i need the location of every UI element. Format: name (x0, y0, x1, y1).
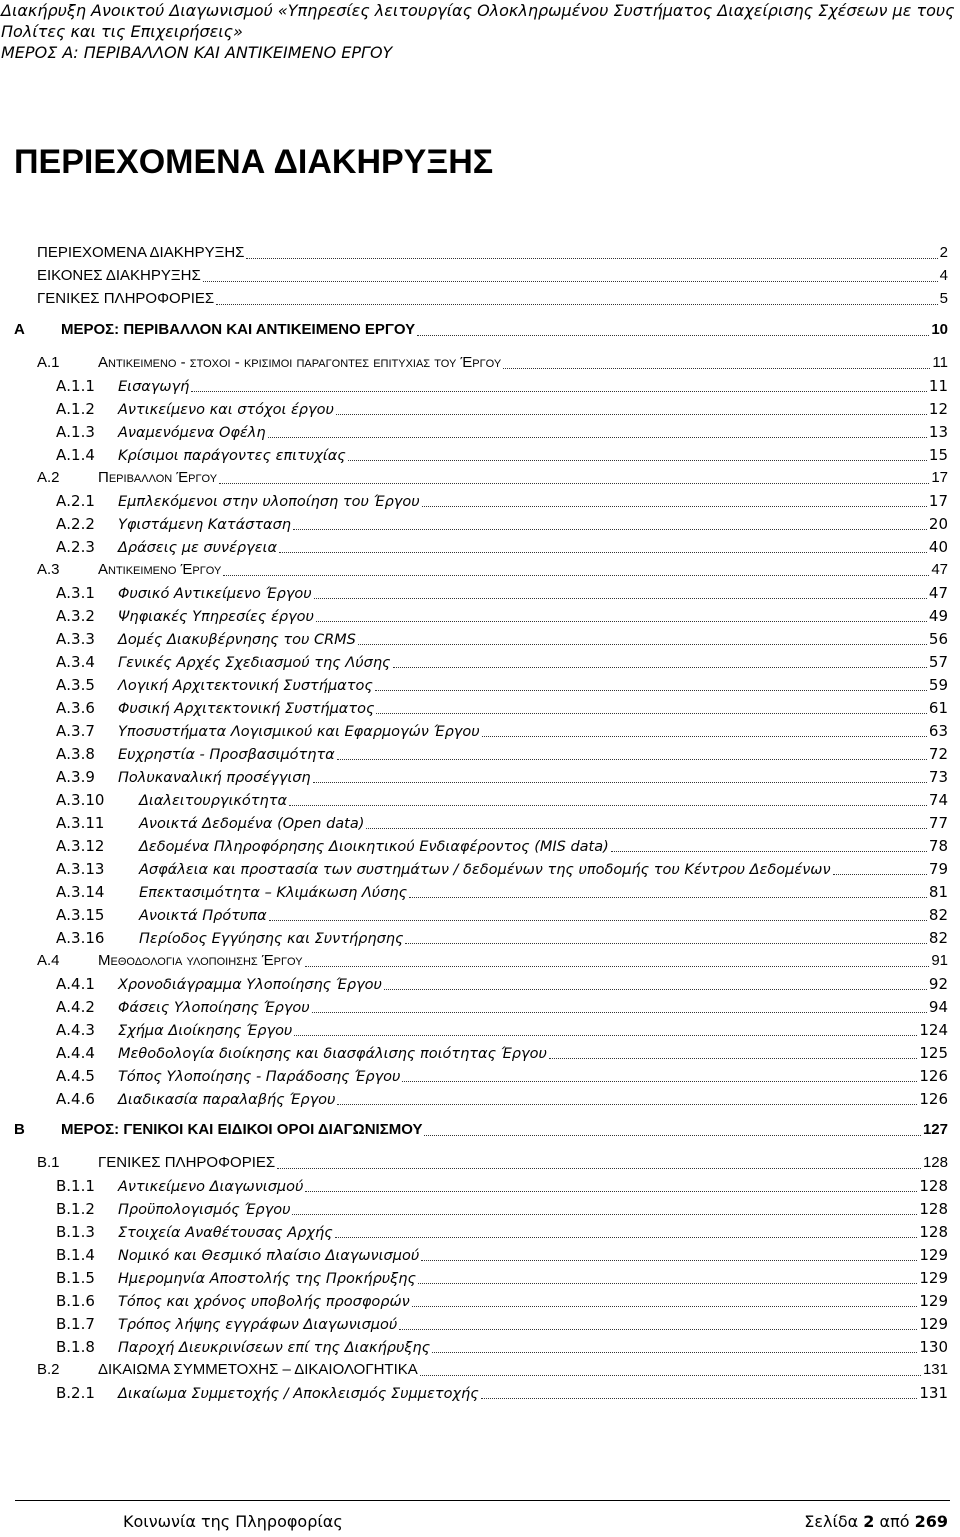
toc-entry[interactable] (56, 421, 948, 443)
toc-entry-leader (412, 1306, 918, 1307)
toc-entry[interactable] (56, 628, 948, 650)
toc-entry[interactable] (56, 812, 948, 834)
toc-entry[interactable] (56, 1290, 948, 1312)
toc-entry[interactable] (37, 467, 948, 489)
toc-entry-title: Τόπος και χρόνος υποβολής προσφορών (118, 1294, 410, 1310)
toc-entry-page: 78 (928, 837, 948, 855)
toc-entry-number: Α.4.1 (56, 975, 95, 993)
toc-entry-leader (337, 1104, 917, 1105)
toc-entry-title: Μεθοδολογια υλοποιησης Έργου (98, 952, 303, 969)
toc-entry[interactable] (56, 789, 948, 811)
toc-entry-title: ΜΕΡΟΣ: ΓΕΝΙΚΟΙ ΚΑΙ ΕΙΔΙΚΟΙ ΟΡΟΙ ΔΙΑΓΩΝΙΣΜΟΥ (61, 1121, 423, 1138)
toc-entry-number: Α.1.2 (56, 400, 95, 418)
toc-entry-number: Α.3.5 (56, 676, 95, 694)
toc-entry-page: 131 (922, 1361, 948, 1378)
toc-entry-number: Α (14, 321, 25, 338)
toc-entry-page: 94 (928, 998, 948, 1016)
toc-entry-page: 128 (919, 1200, 948, 1218)
toc-entry-title: Ασφάλεια και προστασία των συστημάτων / δεδομένων της υποδομής του Κέντρου Δεδομένων (139, 862, 831, 878)
toc-entry-page: 127 (922, 1121, 948, 1138)
toc-entry-leader (384, 989, 927, 990)
page-title: ΠΕΡΙΕΧΟΜΕΝΑ ΔΙΑΚΗΡΥΞΗΣ (14, 143, 494, 181)
toc-entry-leader (314, 598, 927, 599)
toc-entry-leader (336, 414, 927, 415)
toc-entry-page: 129 (919, 1246, 948, 1264)
toc-entry-leader (293, 529, 927, 530)
toc-entry-leader (376, 713, 926, 714)
toc-entry-page: 11 (932, 354, 948, 371)
toc-entry-number: Α.4 (37, 952, 60, 969)
toc-entry-page: 57 (928, 653, 948, 671)
toc-entry-title: Σχήμα Διοίκησης Έργου (118, 1023, 293, 1039)
toc-entry-leader (358, 644, 927, 645)
toc-entry[interactable] (56, 1267, 948, 1289)
toc-entry-leader (279, 552, 927, 553)
footer-page-current: 2 (863, 1512, 875, 1531)
toc-entry-page: 126 (919, 1067, 948, 1085)
footer-divider (15, 1500, 950, 1501)
toc-entry-page: 11 (928, 377, 948, 395)
toc-entry[interactable] (56, 1175, 948, 1197)
toc-entry-number: Α.3.13 (56, 860, 105, 878)
toc-entry-number: Α.2 (37, 469, 60, 486)
toc-entry-page: 128 (919, 1177, 948, 1195)
toc-entry[interactable] (56, 1244, 948, 1266)
footer-page-number (804, 1512, 948, 1531)
toc-entry-page: 17 (931, 469, 948, 486)
toc-entry-number: Α.3.6 (56, 699, 95, 717)
toc-entry-title: ΜΕΡΟΣ: ΠΕΡΙΒΑΛΛΟΝ ΚΑΙ ΑΝΤΙΚΕΙΜΕΝΟ ΕΡΓΟΥ (61, 321, 416, 338)
toc-entry-leader (348, 460, 927, 461)
toc-entry-page: 63 (928, 722, 948, 740)
toc-entry-page: 82 (928, 906, 948, 924)
toc-entry-title: Πολυκαναλική προσέγγιση (118, 770, 311, 786)
toc-entry-number: Α.3.10 (56, 791, 105, 809)
toc-entry[interactable] (37, 288, 948, 310)
toc-entry[interactable] (37, 265, 948, 287)
toc-entry-number: Α.3 (37, 561, 60, 578)
toc-entry-page: 125 (919, 1044, 948, 1062)
toc-entry-title: Ευχρηστία - Προσβασιμότητα (118, 747, 335, 763)
toc-entry-number: Β.1.5 (56, 1269, 95, 1287)
toc-entry-leader (402, 1081, 917, 1082)
toc-entry-title: Φάσεις Υλοποίησης Έργου (118, 1000, 310, 1016)
toc-entry-number: Α.3.3 (56, 630, 95, 648)
toc-entry[interactable] (56, 536, 948, 558)
toc-entry-page: 124 (919, 1021, 948, 1039)
toc-entry[interactable] (56, 375, 948, 397)
toc-entry-number: Α.1.1 (56, 377, 95, 395)
toc-entry-title: Φυσική Αρχιτεκτονική Συστήματος (118, 701, 375, 717)
toc-entry-page: 47 (928, 584, 948, 602)
toc-entry-title: Αντικείμενο Διαγωνισμού (118, 1179, 304, 1195)
toc-entry-leader (432, 1352, 917, 1353)
toc-entry-page: 72 (928, 745, 948, 763)
toc-entry-number: Α.2.3 (56, 538, 95, 556)
toc-entry-title: Τόπος Υλοποίησης - Παράδοσης Έργου (118, 1069, 401, 1085)
toc-entry-leader (420, 1375, 921, 1376)
toc-entry-number: Β.1.2 (56, 1200, 95, 1218)
toc-entry-number: Α.4.6 (56, 1090, 95, 1108)
toc-entry-page: 74 (928, 791, 948, 809)
toc-entry-page: 20 (928, 515, 948, 533)
toc-entry-page: 92 (928, 975, 948, 993)
toc-entry-leader (418, 1283, 917, 1284)
toc-entry-leader (503, 368, 930, 369)
toc-entry-page: 129 (919, 1269, 948, 1287)
toc-entry-leader (289, 805, 927, 806)
toc-entry-number: Α.1.4 (56, 446, 95, 464)
toc-entry-number: Α.3.8 (56, 745, 95, 763)
toc-entry-number: Β.1 (37, 1154, 60, 1171)
toc-entry-page: 73 (928, 768, 948, 786)
toc-entry-title: Δομές Διακυβέρνησης του CRMS (118, 632, 356, 648)
footer-page-total: 269 (914, 1512, 948, 1531)
toc-entry[interactable] (56, 513, 948, 535)
toc-entry-number: Α.1.3 (56, 423, 95, 441)
footer-org: Κοινωνία της Πληροφορίας (123, 1512, 343, 1531)
toc-entry-title: ΕΙΚΟΝΕΣ ΔΙΑΚΗΡΥΞΗΣ (37, 267, 201, 284)
footer-page-label: Σελίδα (804, 1512, 859, 1531)
toc-entry-page: 128 (922, 1154, 948, 1171)
toc-entry[interactable] (56, 674, 948, 696)
toc-entry-title: Χρονοδιάγραμμα Υλοποίησης Έργου (118, 977, 382, 993)
toc-entry-leader (305, 966, 930, 967)
toc-entry-number: Α.4.2 (56, 998, 95, 1016)
toc-entry-title: ΠΕΡΙΕΧΟΜΕΝΑ ΔΙΑΚΗΡΥΞΗΣ (37, 244, 245, 261)
toc-entry-page: 5 (939, 290, 948, 307)
toc-entry-number: Α.4.3 (56, 1021, 95, 1039)
toc-entry[interactable] (56, 1198, 948, 1220)
toc-entry-leader (393, 667, 927, 668)
toc-entry-leader (312, 1012, 927, 1013)
toc-entry[interactable] (56, 1019, 948, 1041)
toc-entry[interactable] (56, 605, 948, 627)
toc-entry-page: 91 (931, 952, 948, 969)
toc-entry[interactable] (56, 904, 948, 926)
toc-entry[interactable] (56, 651, 948, 673)
toc-entry-page: 40 (928, 538, 948, 556)
toc-entry-title: Αντικείμενο και στόχοι έργου (118, 402, 334, 418)
toc-entry-number: Β.2 (37, 1361, 60, 1378)
toc-entry-leader (424, 1135, 921, 1136)
toc-entry[interactable] (56, 766, 948, 788)
toc-entry[interactable] (56, 1065, 948, 1087)
header-line-3: ΜΕΡΟΣ Α: ΠΕΡΙΒΑΛΛΟΝ ΚΑΙ ΑΝΤΙΚΕΙΜΕΝΟ ΕΡΓΟΥ (1, 43, 393, 62)
toc-entry-page: 17 (928, 492, 948, 510)
toc-entry-leader (223, 575, 929, 576)
toc-entry-number: Β.1.6 (56, 1292, 95, 1310)
toc-entry-title: ΓΕΝΙΚΕΣ ΠΛΗΡΟΦΟΡΙΕΣ (98, 1154, 276, 1171)
toc-entry[interactable] (37, 559, 948, 581)
toc-entry-page: 129 (919, 1292, 948, 1310)
toc-entry-page: 13 (928, 423, 948, 441)
toc-entry-number: Α.3.11 (56, 814, 105, 832)
toc-entry[interactable] (37, 1152, 948, 1174)
toc-entry-title: Δράσεις με συνέργεια (118, 540, 278, 556)
toc-entry-title: Ανοικτά Πρότυπα (139, 908, 267, 924)
toc-entry-leader (399, 1329, 917, 1330)
toc-entry-number: Β.1.8 (56, 1338, 95, 1356)
toc-entry[interactable] (56, 490, 948, 512)
toc-entry[interactable] (56, 858, 948, 880)
footer-of-label: από (879, 1512, 910, 1531)
toc-entry-page: 126 (919, 1090, 948, 1108)
toc-entry-title: Εισαγωγή (118, 379, 190, 395)
toc-entry[interactable] (56, 1042, 948, 1064)
toc-entry-title: Διαδικασία παραλαβής Έργου (118, 1092, 336, 1108)
toc-entry[interactable] (56, 444, 948, 466)
toc-entry-title: Μεθοδολογία διοίκησης και διασφάλισης ποιότητας Έργου (118, 1046, 547, 1062)
toc-entry-page: 81 (928, 883, 948, 901)
toc-entry-title: Επεκτασιμότητα – Κλιμάκωση Λύσης (139, 885, 408, 901)
toc-entry-leader (421, 1260, 917, 1261)
toc-entry-page: 2 (939, 244, 948, 261)
toc-entry-title: Υφιστάμενη Κατάσταση (118, 517, 291, 533)
toc-entry[interactable] (56, 1221, 948, 1243)
toc-entry-title: Παροχή Διευκρινίσεων επί της Διακήρυξης (118, 1340, 431, 1356)
toc-entry-title: Αναμενόμενα Οφέλη (118, 425, 266, 441)
toc-entry-title: Διαλειτουργικότητα (139, 793, 288, 809)
toc-entry-page: 12 (928, 400, 948, 418)
toc-entry-leader (216, 304, 937, 305)
toc-entry-leader (203, 281, 938, 282)
toc-entry-number: Α.3.16 (56, 929, 105, 947)
toc-entry-leader (366, 828, 927, 829)
toc-entry-leader (313, 782, 927, 783)
toc-entry-leader (305, 1191, 917, 1192)
toc-entry-title: Ανοικτά Δεδομένα (Open data) (139, 816, 365, 832)
toc-entry-number: Β.2.1 (56, 1384, 95, 1402)
toc-entry-leader (316, 621, 927, 622)
toc-entry[interactable] (14, 1119, 948, 1141)
toc-entry-leader (405, 943, 926, 944)
toc-entry-page: 77 (928, 814, 948, 832)
toc-entry-leader (337, 759, 927, 760)
toc-entry[interactable] (56, 927, 948, 949)
toc-entry-number: Β (14, 1121, 25, 1138)
toc-entry-number: Β.1.3 (56, 1223, 95, 1241)
toc-entry-title: Δικαίωμα Συμμετοχής / Αποκλεισμός Συμμετοχής (118, 1386, 479, 1402)
toc-entry-leader (269, 920, 927, 921)
toc-entry[interactable] (56, 1088, 948, 1110)
toc-entry[interactable] (37, 1359, 948, 1381)
toc-entry-title: Περιβαλλον Έργου (98, 469, 218, 486)
toc-entry-leader (481, 1398, 918, 1399)
toc-entry-leader (417, 335, 929, 336)
toc-entry-page: 15 (928, 446, 948, 464)
toc-entry-page: 10 (931, 321, 948, 338)
toc-entry[interactable] (56, 743, 948, 765)
toc-entry-number: Α.3.12 (56, 837, 105, 855)
toc-entry-page: 4 (939, 267, 948, 284)
toc-entry-title: Εμπλεκόμενοι στην υλοποίηση του Έργου (118, 494, 420, 510)
toc-entry-number: Β.1.4 (56, 1246, 95, 1264)
toc-entry-leader (482, 736, 927, 737)
toc-entry[interactable] (14, 319, 948, 341)
toc-entry[interactable] (56, 973, 948, 995)
toc-entry[interactable] (56, 996, 948, 1018)
toc-entry-leader (191, 391, 927, 392)
toc-entry-number: Α.3.7 (56, 722, 95, 740)
toc-entry-title: Τρόπος λήψης εγγράφων Διαγωνισμού (118, 1317, 398, 1333)
header-line-1: Διακήρυξη Ανοικτού Διαγωνισμού «Υπηρεσίες λειτουργίας Ολοκληρωμένου Συστήματος Διαχείρισης Σχέσεων με τους (1, 1, 955, 20)
toc-entry-number: Α.2.1 (56, 492, 95, 510)
toc-entry-title: Ημερομηνία Αποστολής της Προκήρυξης (118, 1271, 416, 1287)
page-header (0, 0, 960, 63)
toc-entry[interactable] (56, 881, 948, 903)
toc-entry[interactable] (56, 1313, 948, 1335)
toc-entry-number: Β.1.1 (56, 1177, 95, 1195)
toc-entry-leader (219, 483, 929, 484)
toc-entry[interactable] (56, 720, 948, 742)
toc-entry-leader (268, 437, 927, 438)
toc-entry-title: Στοιχεία Αναθέτουσας Αρχής (118, 1225, 333, 1241)
toc-entry-number: Β.1.7 (56, 1315, 95, 1333)
toc-entry-leader (611, 851, 927, 852)
toc-entry[interactable] (37, 950, 948, 972)
toc-entry[interactable] (56, 398, 948, 420)
toc-entry-title: Κρίσιμοι παράγοντες επιτυχίας (118, 448, 346, 464)
toc-entry[interactable] (56, 697, 948, 719)
toc-entry[interactable] (56, 835, 948, 857)
toc-entry-leader (549, 1058, 918, 1059)
toc-entry-number: Α.3.15 (56, 906, 105, 924)
toc-entry-page: 131 (919, 1384, 948, 1402)
toc-entry-leader (335, 1237, 918, 1238)
toc-entry-number: Α.3.1 (56, 584, 95, 602)
toc-entry-page: 56 (928, 630, 948, 648)
toc-entry-title: Υποσυστήματα Λογισμικού και Εφαρμογών Έργου (118, 724, 480, 740)
toc-entry-title: Γενικές Αρχές Σχεδιασμού της Λύσης (118, 655, 391, 671)
toc-entry-page: 129 (919, 1315, 948, 1333)
toc-entry-page: 130 (919, 1338, 948, 1356)
toc-entry-number: Α.3.9 (56, 768, 95, 786)
toc-entry-leader (294, 1035, 917, 1036)
toc-entry-page: 49 (928, 607, 948, 625)
toc-entry-number: Α.4.5 (56, 1067, 95, 1085)
toc-entry-leader (246, 258, 937, 259)
toc-entry-leader (422, 506, 927, 507)
toc-entry-title: Αντικειμενο - στοχοι - κρισιμοι παραγοντες επιτυχιας του Έργου (98, 354, 502, 371)
toc-entry-title: Φυσικό Αντικείμενο Έργου (118, 586, 312, 602)
toc-entry-leader (409, 897, 927, 898)
toc-entry-number: Α.1 (37, 354, 60, 371)
toc-entry[interactable] (56, 582, 948, 604)
toc-entry-number: Α.2.2 (56, 515, 95, 533)
toc-entry-title: Νομικό και Θεσμικό πλαίσιο Διαγωνισμού (118, 1248, 420, 1264)
toc-entry-leader (375, 690, 927, 691)
toc-entry-page: 59 (928, 676, 948, 694)
toc-entry-number: Α.4.4 (56, 1044, 95, 1062)
toc-entry-title: Αντικειμενο Έργου (98, 561, 222, 578)
toc-entry-title: Περίοδος Εγγύησης και Συντήρησης (139, 931, 404, 947)
toc-entry[interactable] (37, 242, 948, 264)
toc-entry-title: Δεδομένα Πληροφόρησης Διοικητικού Ενδιαφέροντος (MIS data) (139, 839, 609, 855)
toc-entry-page: 79 (928, 860, 948, 878)
toc-entry-page: 82 (928, 929, 948, 947)
toc-entry-title: Λογική Αρχιτεκτονική Συστήματος (118, 678, 373, 694)
toc-entry-page: 61 (928, 699, 948, 717)
toc-entry-leader (277, 1168, 921, 1169)
toc-entry-number: Α.3.2 (56, 607, 95, 625)
toc-entry-page: 47 (931, 561, 948, 578)
toc-entry-title: Προϋπολογισμός Έργου (118, 1202, 291, 1218)
toc-entry-number: Α.3.4 (56, 653, 95, 671)
toc-entry-leader (833, 874, 927, 875)
toc-entry-title: ΓΕΝΙΚΕΣ ΠΛΗΡΟΦΟΡΙΕΣ (37, 290, 215, 307)
toc-entry-leader (292, 1214, 917, 1215)
toc-entry-page: 128 (919, 1223, 948, 1241)
toc-entry[interactable] (37, 352, 948, 374)
header-line-2: Πολίτες και τις Επιχειρήσεις» (1, 22, 243, 41)
toc-entry-number: Α.3.14 (56, 883, 105, 901)
toc-entry-title: Ψηφιακές Υπηρεσίες έργου (118, 609, 314, 625)
toc-entry-title: ΔΙΚΑΙΩΜΑ ΣΥΜΜΕΤΟΧΗΣ – ΔΙΚΑΙΟΛΟΓΗΤΙΚΑ (98, 1361, 418, 1378)
toc-entry[interactable] (56, 1336, 948, 1358)
toc-entry[interactable] (56, 1382, 948, 1404)
